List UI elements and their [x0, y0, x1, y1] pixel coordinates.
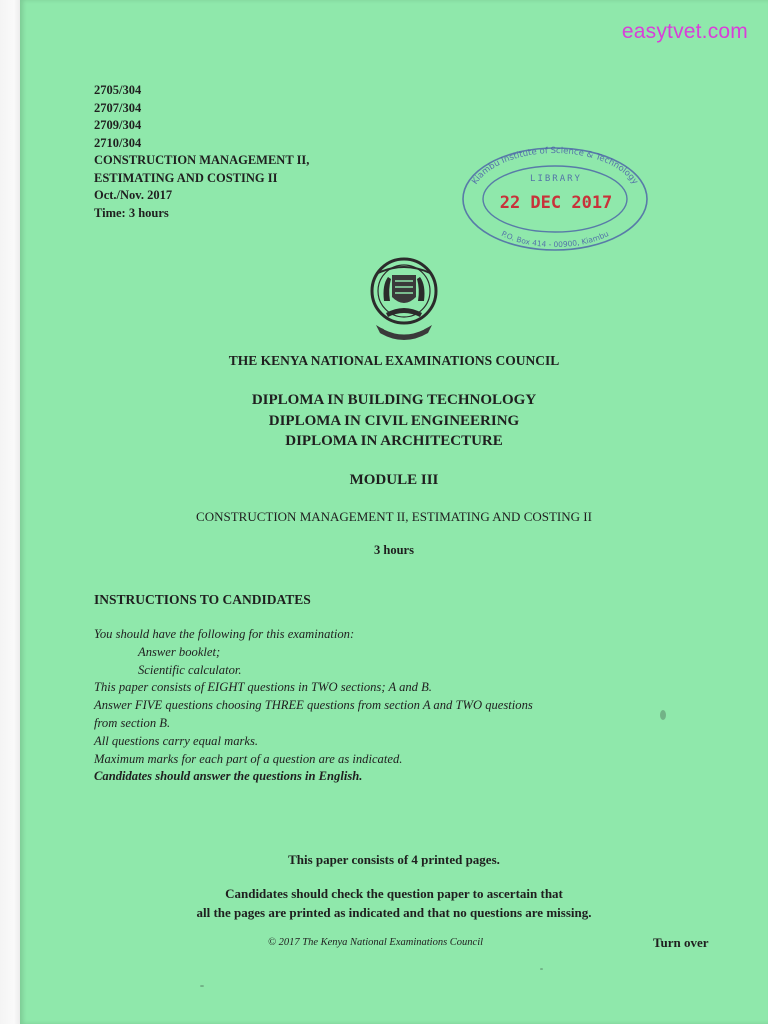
required-item: Answer booklet;	[138, 644, 221, 659]
required-item: Scientific calculator.	[138, 662, 242, 677]
diploma-titles	[20, 390, 768, 452]
exam-cover-page	[20, 0, 768, 1024]
stamp-address-text: P.O. Box 414 - 00900, Kiambu	[499, 229, 611, 250]
stamp-date: 22 DEC 2017	[499, 193, 613, 213]
subject-line: ESTIMATING AND COSTING II	[94, 170, 278, 185]
subject-line: CONSTRUCTION MANAGEMENT II,	[94, 153, 310, 167]
duration: 3 hours	[374, 543, 414, 557]
paper-speck	[660, 710, 666, 720]
paper-speck	[200, 985, 204, 987]
stamp-library-text: LIBRARY	[530, 174, 582, 184]
instruction-line: Maximum marks for each part of a question are as indicated.	[94, 751, 403, 766]
turn-over-label: Turn over	[653, 935, 709, 950]
instructions-heading	[94, 592, 311, 608]
check-line: Candidates should check the question paper to ascertain that	[225, 886, 563, 901]
instruction-line: This paper consists of EIGHT questions in TWO sections; A and B.	[94, 680, 432, 695]
council-name: THE KENYA NATIONAL EXAMINATIONS COUNCIL	[228, 353, 560, 368]
paper-code: 2709/304	[94, 118, 142, 132]
stamp-ring-text: Kiambu Institute of Science & Technology	[470, 145, 640, 187]
check-line: all the pages are printed as indicated and that no questions are missing.	[196, 905, 592, 920]
paper-code: 2710/304	[94, 135, 142, 150]
instruction-line: Answer FIVE questions choosing THREE questions from section A and TWO questions	[94, 698, 533, 713]
copyright: © 2017 The Kenya National Examinations Council	[268, 937, 484, 948]
instruction-line: All questions carry equal marks.	[94, 733, 259, 748]
paper-code: 2707/304	[94, 100, 142, 115]
exam-date: Oct./Nov. 2017	[94, 188, 173, 202]
instruction-line: from section B.	[94, 715, 171, 730]
coat-of-arms-icon	[364, 255, 444, 345]
instruction-line: Candidates should answer the questions in English.	[94, 769, 363, 784]
instructions-list	[94, 626, 654, 786]
check-pages-note	[20, 884, 768, 922]
exam-time: Time: 3 hours	[94, 205, 169, 220]
diploma-title: DIPLOMA IN ARCHITECTURE	[285, 433, 503, 449]
paper-code: 2705/304	[94, 83, 142, 97]
instructions-heading-text: INSTRUCTIONS TO CANDIDATES	[94, 592, 311, 607]
paper-speck	[540, 968, 543, 970]
paper-codes	[94, 82, 309, 222]
instructions-intro: You should have the following for this examination:	[94, 627, 355, 641]
watermark-text: easytvet.com	[621, 20, 748, 43]
page-count-note: This paper consists of 4 printed pages.	[288, 852, 500, 867]
subject-title: CONSTRUCTION MANAGEMENT II, ESTIMATING AND COSTING II	[196, 509, 592, 524]
diploma-title: DIPLOMA IN BUILDING TECHNOLOGY	[251, 392, 537, 408]
module-title: MODULE III	[349, 472, 439, 488]
library-stamp	[460, 145, 650, 253]
diploma-title: DIPLOMA IN CIVIL ENGINEERING	[268, 412, 520, 429]
